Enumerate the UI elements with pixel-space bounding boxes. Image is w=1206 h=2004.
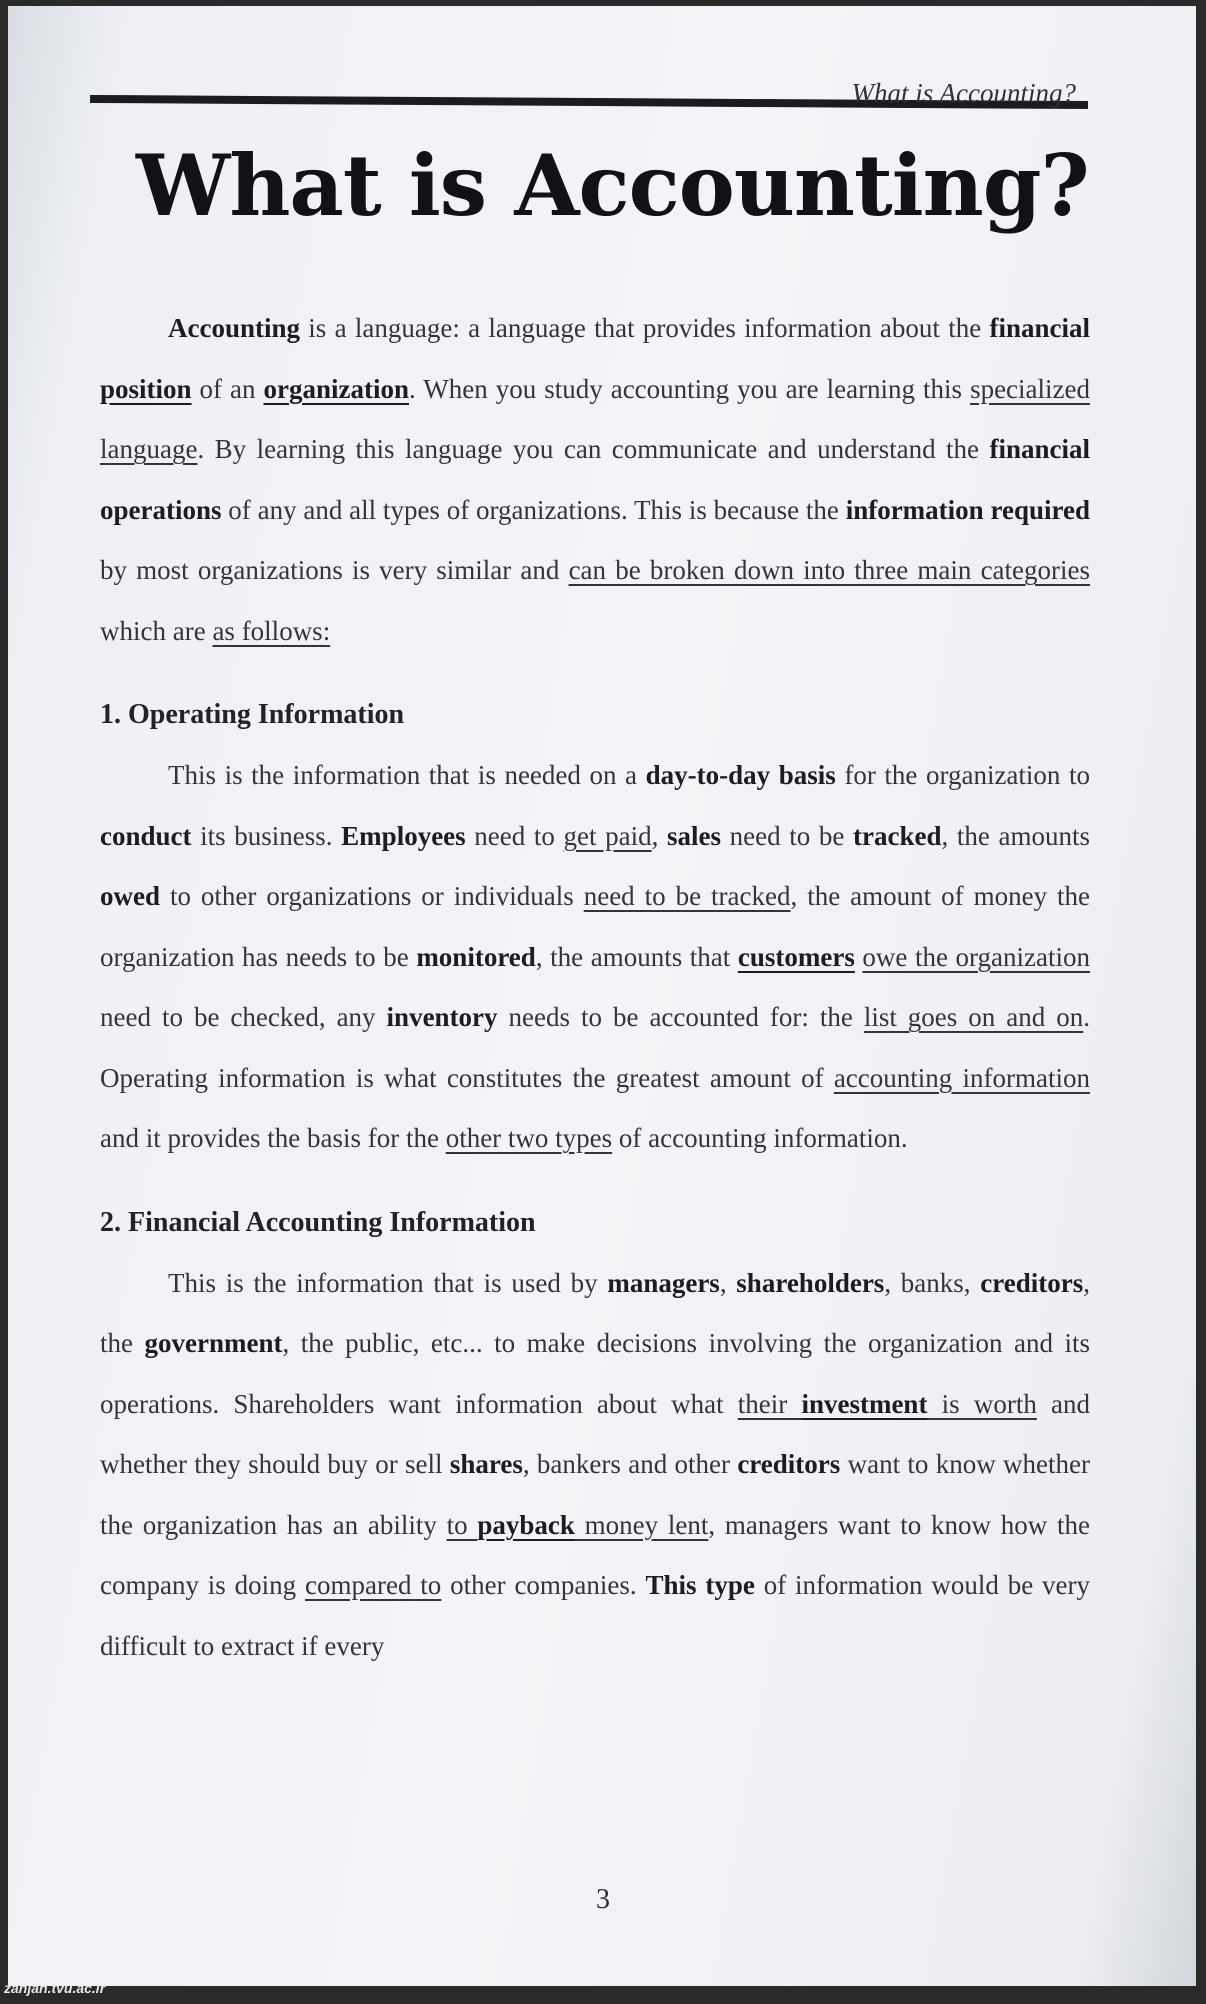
body-text (100, 298, 1090, 1676)
text-run: is worth (927, 1388, 1037, 1419)
text-run: owe the organization (862, 941, 1091, 972)
text-run: compared to (305, 1570, 442, 1600)
text-run: investment (801, 1388, 928, 1419)
section-heading-operating: 1. Operating Information (100, 699, 405, 730)
text-run: monitored (416, 941, 536, 972)
text-run: day-to-day basis (645, 760, 836, 790)
text-run: Accounting (168, 313, 301, 343)
section-heading-financial: 2. Financial Accounting Information (100, 1206, 536, 1238)
text-run: sales (667, 820, 722, 851)
text-run: as follows: (212, 615, 331, 646)
text-run: creditors (980, 1267, 1084, 1298)
page-title: What is Accounting? (136, 136, 1089, 235)
text-run: tracked (853, 820, 942, 851)
text-run: can be broken down into three main categories (568, 555, 1091, 585)
text-run: customers (737, 941, 855, 972)
text-run: financial (989, 313, 1090, 343)
text-run: position (100, 373, 192, 404)
text-run: get paid (563, 820, 652, 851)
text-run: other two types (445, 1123, 613, 1153)
text-run: information required (845, 494, 1090, 525)
text-run: financial operations (100, 434, 1090, 525)
watermark: zanjan.tvu.ac.ir (4, 1980, 106, 1996)
text-run: their (737, 1388, 802, 1419)
text-run: organization (263, 373, 409, 404)
text-run: creditors (737, 1449, 841, 1479)
text-run: inventory (386, 1002, 498, 1032)
page-number: 3 (596, 1884, 610, 1915)
text-run: shareholders (736, 1267, 885, 1298)
text-run: accounting information (833, 1062, 1090, 1093)
text-run: Employees (341, 820, 466, 851)
text-run: shares (449, 1449, 523, 1479)
book-page (8, 6, 1196, 1986)
text-run: need to be tracked (583, 881, 791, 911)
text-run: to (446, 1509, 478, 1540)
text-run: owed (100, 881, 160, 911)
operating-paragraph: This is the information that is needed on a day-to-day basis for the organization to conduct its business. Employees need to get paid, sales need to be tracked, the amounts owed to other organizations or individuals need to be tracked, the amount of money the organization has needs to be monitored, the amounts that customers owe the organization need to be checked, any inventory needs to be accounted for: the list goes on and on. Operating information is what constitutes the greatest amount of accounting information and it provides the basis for the other two types of accounting information. (100, 760, 1091, 1153)
text-run: This type (645, 1570, 755, 1600)
text-run: managers (607, 1267, 720, 1298)
text-run: list goes on and on (863, 1002, 1084, 1032)
text-run: payback (477, 1509, 575, 1540)
text-run: government (144, 1328, 283, 1358)
intro-paragraph: Accounting is a language: a language that provides information about the financial position of an organization. When you study accounting you are learning this specialized language. By learning this language you can communicate and understand the financial operations of any and all types of organizations. This is because the information required by most organizations is very similar and can be broken down into three main categories which are as follows: (100, 313, 1091, 646)
text-run: money lent (574, 1509, 709, 1540)
running-head: What is Accounting? (851, 78, 1076, 108)
text-run: conduct (100, 820, 192, 851)
financial-paragraph: This is the information that is used by managers, shareholders, banks, creditors, the government, the public, etc... to make decisions involving the organization and its operations. Shareholders want information about what their investment is worth and whether they should buy or sell shares, bankers and other creditors want to know whether the organization has an ability to payback money lent, managers want to know how the company is doing compared to other companies. This type of information would be very difficult to extract if every (100, 1267, 1091, 1661)
text-run: specialized language (100, 373, 1090, 464)
